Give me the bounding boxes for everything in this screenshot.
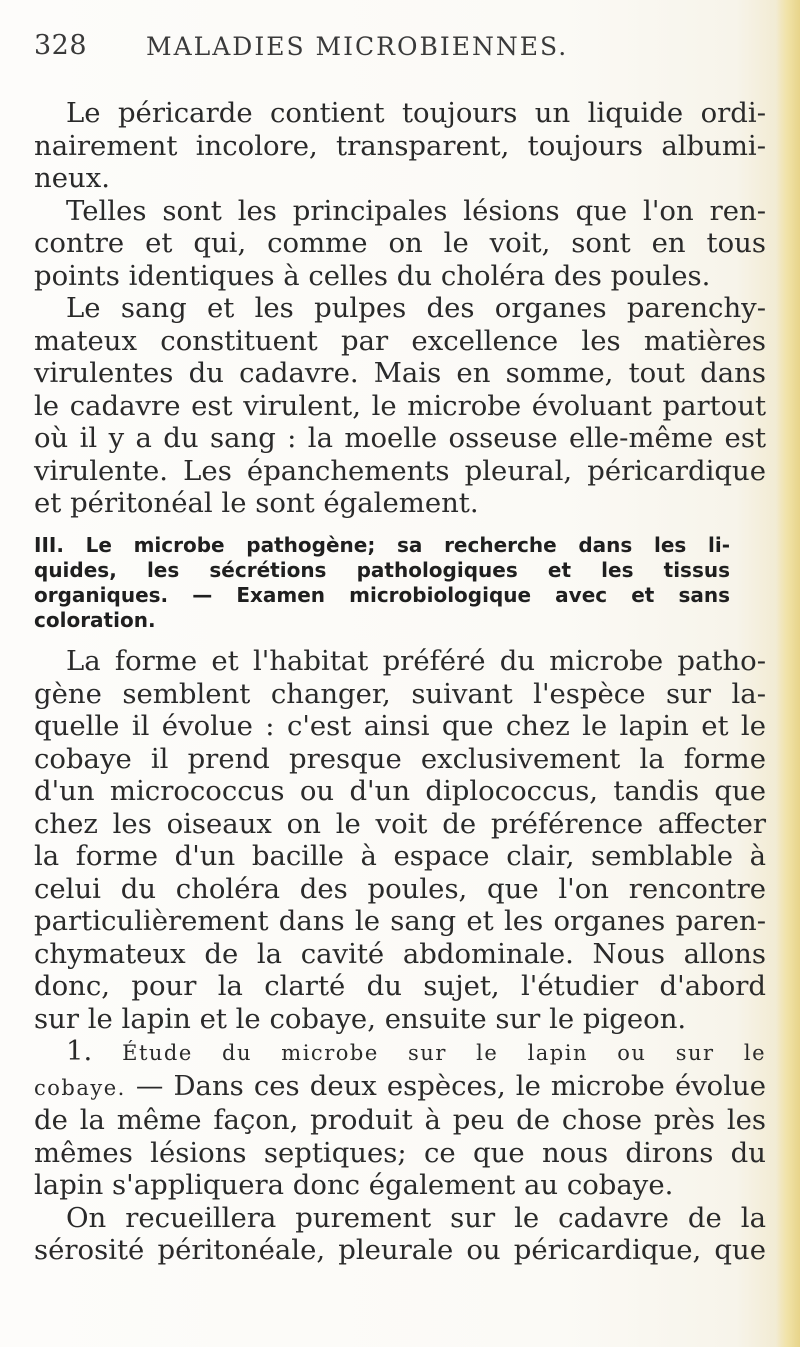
subsection-number: 1. [66, 1035, 93, 1067]
page-edge-discoloration [776, 0, 800, 1347]
text-line: neux. [34, 162, 110, 194]
paragraph-block-1 [34, 97, 766, 520]
subsection-title: Étude du microbe sur le lapin ou sur le [122, 1041, 766, 1065]
text-line: donc, pour la clarté du sujet, l'étudier d'abord [34, 970, 766, 1002]
text-line: quelle il évolue : c'est ainsi que chez le lapin et le [34, 710, 766, 742]
page-number: 328 [34, 30, 88, 61]
text-line: particulièrement dans le sang et les organes paren- [34, 905, 766, 937]
text-line: Telles sont les principales lésions que l'on ren- [66, 194, 766, 227]
text-line: contre et qui, comme on le voit, sont en tous [34, 227, 766, 259]
text-line: La forme et l'habitat préféré du microbe patho- [66, 645, 766, 677]
heading-line: III. Le microbe pathogène; sa recherche dans les li- [34, 533, 730, 557]
text-line: sur le lapin et le cobaye, ensuite sur le pigeon. [34, 1002, 687, 1035]
text-line: points identiques à celles du choléra des poules. [34, 259, 711, 292]
subsection-text: — Dans ces deux espèces, le microbe évolue [125, 1069, 766, 1102]
text-line: nairement incolore, transparent, toujours albumi- [34, 129, 766, 162]
section-heading [34, 533, 730, 633]
heading-line: quides, les sécrétions pathologiques et les tissus [34, 558, 730, 582]
heading-line: organiques. — Examen microbiologique avec et sans [34, 583, 730, 607]
text-line: mêmes lésions septiques; ce que nous dirons du [34, 1136, 766, 1169]
text-line: chez les oiseaux on le voit de préférence affecter [34, 807, 766, 840]
text-line: mateux constituent par excellence les matières [34, 324, 766, 357]
subsection-first-line [34, 1070, 766, 1105]
paragraph-block-2 [34, 645, 766, 1267]
text-line: celui du choléra des poules, que l'on rencontre [34, 872, 766, 905]
text-line: virulente. Les épanchements pleural, péricardique [34, 454, 766, 487]
running-title: MALADIES MICROBIENNES. [146, 32, 569, 61]
text-line: sérosité péritonéale, pleurale ou péricardique, que [34, 1234, 766, 1266]
text-line: et péritonéal le sont également. [34, 487, 479, 519]
text-line: cobaye il prend presque exclusivement la forme [34, 742, 766, 775]
text-line: lapin s'appliquera donc également au cobaye. [34, 1169, 674, 1201]
page-header [34, 30, 734, 70]
text-line: gène semblent changer, suivant l'espèce sur la- [34, 677, 766, 710]
text-line: où il y a du sang : la moelle osseuse elle-même est [34, 422, 766, 454]
text-line: la forme d'un bacille à espace clair, semblable à [34, 840, 766, 872]
text-line: de la même façon, produit à peu de chose près les [34, 1104, 766, 1136]
text-line: d'un micrococcus ou d'un diplococcus, tandis que [34, 775, 766, 807]
heading-line: coloration. [34, 608, 156, 632]
subsection-title-end: cobaye. [34, 1075, 126, 1100]
text-line: chymateux de la cavité abdominale. Nous allons [34, 937, 766, 970]
text-line: virulentes du cadavre. Mais en somme, tout dans [34, 357, 766, 389]
subsection-title-line [34, 1035, 766, 1070]
text-line: le cadavre est virulent, le microbe évoluant partout [34, 389, 766, 422]
text-line: Le sang et les pulpes des organes parenchy- [66, 292, 766, 324]
text-line: Le péricarde contient toujours un liquide ordi- [66, 97, 766, 129]
text-line: On recueillera purement sur le cadavre de la [66, 1201, 766, 1234]
